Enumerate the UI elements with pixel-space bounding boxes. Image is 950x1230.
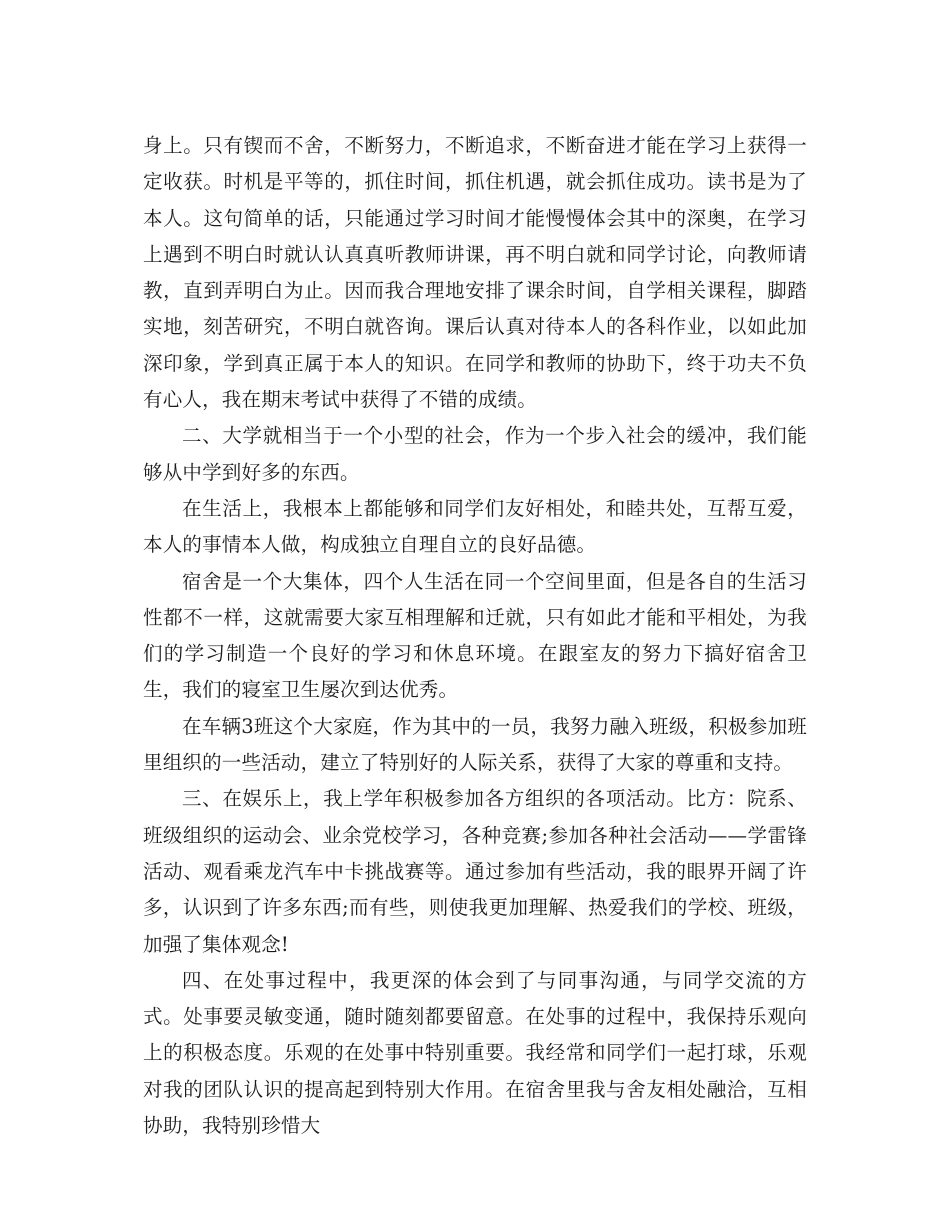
paragraph-5: 在车辆3班这个大家庭，作为其中的一员，我努力融入班级，积极参加班里组织的一些活动，建立了特别好的人际关系，获得了大家的尊重和支持。 (143, 714, 807, 775)
paragraph-1: 身上。只有锲而不舍，不断努力，不断追求，不断奋进才能在学习上获得一定收获。时机是平等的，抓住时间，抓住机遇，就会抓住成功。读书是为了本人。这句简单的话，只能通过学习时间才能慢慢体会其中的深奥，在学习上遇到不明白时就认认真真听教师讲课，再不明白就和同学讨论，向教师请教，直到弄明白为止。因而我合理地安排了课余时间，自学相关课程，脚踏实地，刻苦研究，不明白就咨询。课后认真对待本人的各科作业，以如此加深印象，学到真正属于本人的知识。在同学和教师的协助下，终于功夫不负有心人，我在期末考试中获得了不错的成绩。 (143, 134, 807, 412)
paragraph-3: 在生活上，我根本上都能够和同学们友好相处，和睦共处，互帮互爱，本人的事情本人做，构成独立自理自立的良好品德。 (143, 496, 807, 557)
paragraph-4: 宿舍是一个大集体，四个人生活在同一个空间里面，但是各自的生活习性都不一样，这就需要大家互相理解和迁就，只有如此才能和平相处，为我们的学习制造一个良好的学习和休息环境。在跟室友的努力下搞好宿舍卫生，我们的寝室卫生屡次到达优秀。 (143, 569, 807, 702)
paragraph-2: 二、大学就相当于一个小型的社会，作为一个步入社会的缓冲，我们能够从中学到好多的东西。 (143, 424, 807, 484)
paragraph-7: 四、在处事过程中，我更深的体会到了与同事沟通，与同学交流的方式。处事要灵敏变通，随时随刻都要留意。在处事的过程中，我保持乐观向上的积极态度。乐观的在处事中特别重要。我经常和同学们一起打球，乐观对我的团队认识的提高起到特别大作用。在宿舍里我与舍友相处融洽，互相协助，我特别珍惜大 (143, 968, 807, 1138)
document-body (143, 128, 807, 1144)
paragraph-6: 三、在娱乐上，我上学年积极参加各方组织的各项活动。比方：院系、班级组织的运动会、业余党校学习，各种竞赛;参加各种社会活动——学雷锋活动、观看乘龙汽车中卡挑战赛等。通过参加有些活动，我的眼界开阔了许多，认识到了许多东西;而有些，则使我更加理解、热爱我们的学校、班级，加强了集体观念! (143, 787, 807, 956)
